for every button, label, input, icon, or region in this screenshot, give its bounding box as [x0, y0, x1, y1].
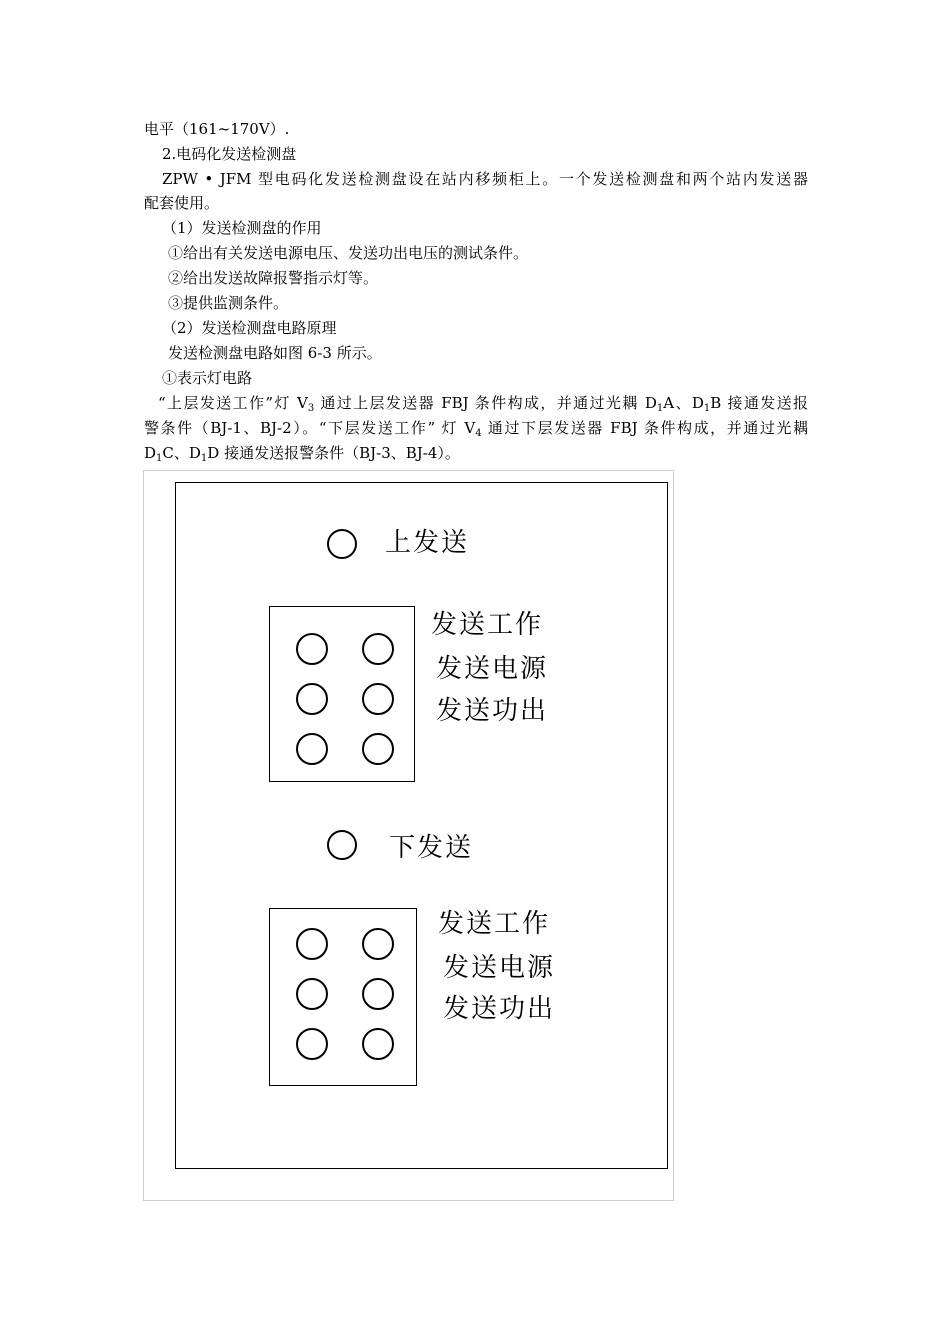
upper-send-title: 上发送 — [385, 528, 470, 558]
list-item-3: ③提供监测条件。 — [168, 294, 289, 312]
upper-lamp-4 — [362, 683, 394, 715]
upper-lamp-2 — [362, 633, 394, 665]
upper-lamp-1 — [296, 633, 328, 665]
subheading-function: （1）发送检测盘的作用 — [162, 219, 322, 237]
text-line-intro: ZPW • JFM 型电码化发送检测盘设在站内移频柜上。一个发送检测盘和两个站内发送器 — [162, 170, 808, 188]
upper-lamp-3 — [296, 683, 328, 715]
paragraph-line-3: $D_1C$、$D_1D$ 接通发送报警条件（BJ-3、BJ-4）。 — [144, 444, 460, 464]
paragraph-line-1: “上层发送工作”灯 $V_3$ 通过上层发送器 FBJ 条件构成，并通过光耦 $D_1A$、$D_1B$ 接通发送报 — [158, 394, 808, 414]
upper-label-work: 发送工作 — [431, 610, 544, 640]
text-line-figure-ref: 发送检测盘电路如图 6-3 所示。 — [168, 344, 382, 362]
list-item-2: ②给出发送故障报警指示灯等。 — [168, 269, 379, 287]
subheading-indicator: ①表示灯电路 — [162, 369, 253, 387]
lower-lamp-group — [269, 908, 417, 1086]
detection-panel — [175, 482, 668, 1169]
lower-lamp-6 — [362, 1028, 394, 1060]
paragraph-line-2: 警条件（BJ-1、BJ-2）。“下层发送工作” 灯 $V_4$ 通过下层发送器 FBJ 条件构成，并通过光耦 — [144, 419, 808, 439]
upper-send-lamp — [327, 529, 357, 559]
subheading-principle: （2）发送检测盘电路原理 — [162, 319, 337, 337]
lower-label-work: 发送工作 — [438, 909, 551, 939]
lower-lamp-2 — [362, 928, 394, 960]
upper-lamp-6 — [362, 733, 394, 765]
text-line-voltage: 电平（161~170V）. — [144, 120, 290, 138]
upper-label-power: 发送电源 — [436, 654, 549, 684]
section-heading-2: 2.电码化发送检测盘 — [162, 145, 297, 163]
lower-label-power: 发送电源 — [443, 953, 556, 983]
lower-send-title: 下发送 — [389, 833, 474, 863]
lower-lamp-3 — [296, 978, 328, 1010]
text-line-intro-cont: 配套使用。 — [144, 194, 220, 212]
lower-lamp-5 — [296, 1028, 328, 1060]
lower-label-output: 发送功出 — [443, 994, 556, 1024]
list-item-1: ①给出有关发送电源电压、发送功出电压的测试条件。 — [168, 244, 529, 262]
upper-label-output: 发送功出 — [436, 696, 549, 726]
lower-send-lamp — [327, 830, 357, 860]
lower-lamp-1 — [296, 928, 328, 960]
upper-lamp-5 — [296, 733, 328, 765]
lower-lamp-4 — [362, 978, 394, 1010]
